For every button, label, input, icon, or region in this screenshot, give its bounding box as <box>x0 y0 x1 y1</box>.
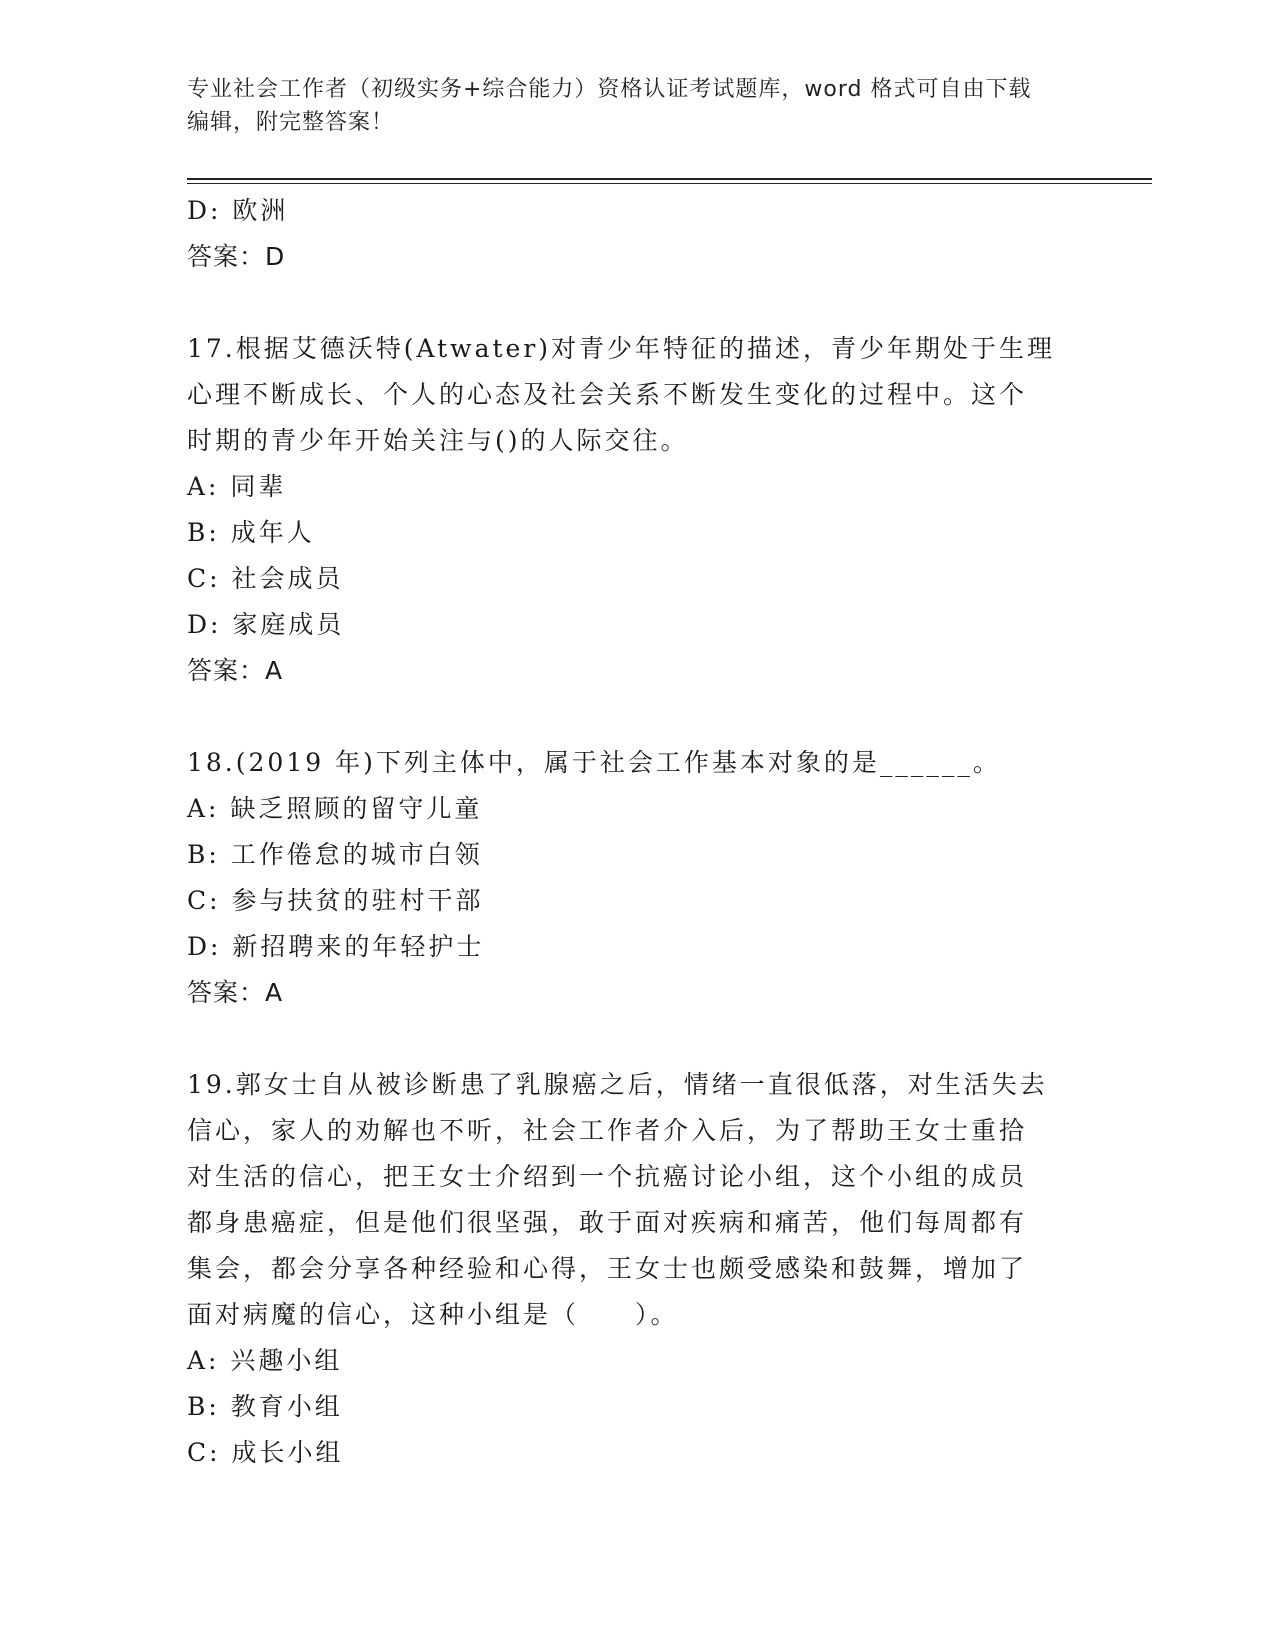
spacer <box>187 694 1087 740</box>
q18-option-a: A: 缺乏照顾的留守儿童 <box>187 794 483 823</box>
q17-text-line: 17.根据艾德沃特(Atwater)对青少年特征的描述，青少年期处于生理 <box>187 334 1056 363</box>
q18-option-b: B: 工作倦怠的城市白领 <box>187 840 483 869</box>
q19-text-line: 面对病魔的信心，这种小组是（ ）。 <box>187 1300 679 1329</box>
prev-option-d: D: 欧洲 <box>187 196 289 225</box>
question-19 <box>187 1062 1087 1476</box>
q19-text-line: 信心，家人的劝解也不听，社会工作者介入后，为了帮助王女士重拾 <box>187 1116 1028 1145</box>
question-18 <box>187 740 1087 1016</box>
q19-option-a: A: 兴趣小组 <box>187 1346 343 1375</box>
q19-text-line: 集会，都会分享各种经验和心得，王女士也颇受感染和鼓舞，增加了 <box>187 1254 1028 1283</box>
header-rule-thick <box>187 178 1152 180</box>
header-line-2: 编辑，附完整答案！ <box>187 110 395 135</box>
q18-answer: 答案：A <box>187 978 284 1007</box>
q17-option-b: B: 成年人 <box>187 518 315 547</box>
page-header <box>187 73 1087 139</box>
q17-text-line: 心理不断成长、个人的心态及社会关系不断发生变化的过程中。这个 <box>187 380 1028 409</box>
header-rule-thin <box>187 183 1152 184</box>
question-17 <box>187 326 1087 694</box>
header-line-1: 专业社会工作者（初级实务+综合能力）资格认证考试题库，word 格式可自由下载 <box>187 77 1032 102</box>
q18-option-c: C: 参与扶贫的驻村干部 <box>187 886 484 915</box>
q18-text: 18.(2019 年)下列主体中，属于社会工作基本对象的是______。 <box>187 748 1001 777</box>
q19-option-b: B: 教育小组 <box>187 1392 343 1421</box>
q19-text-line: 19.郭女士自从被诊断患了乳腺癌之后，情绪一直很低落，对生活失去 <box>187 1070 1048 1099</box>
q19-text-line: 都身患癌症，但是他们很坚强，敢于面对疾病和痛苦，他们每周都有 <box>187 1208 1028 1237</box>
question-content <box>187 188 1087 1476</box>
spacer <box>187 1016 1087 1062</box>
q17-option-c: C: 社会成员 <box>187 564 344 593</box>
q18-option-d: D: 新招聘来的年轻护士 <box>187 932 485 961</box>
q19-text-line: 对生活的信心，把王女士介绍到一个抗癌讨论小组，这个小组的成员 <box>187 1162 1028 1191</box>
q19-option-c: C: 成长小组 <box>187 1438 344 1467</box>
q17-option-a: A: 同辈 <box>187 472 287 501</box>
spacer <box>187 280 1087 326</box>
q17-option-d: D: 家庭成员 <box>187 610 345 639</box>
prev-answer: 答案：D <box>187 242 286 271</box>
q17-text-line: 时期的青少年开始关注与()的人际交往。 <box>187 426 689 455</box>
q17-answer: 答案：A <box>187 656 284 685</box>
